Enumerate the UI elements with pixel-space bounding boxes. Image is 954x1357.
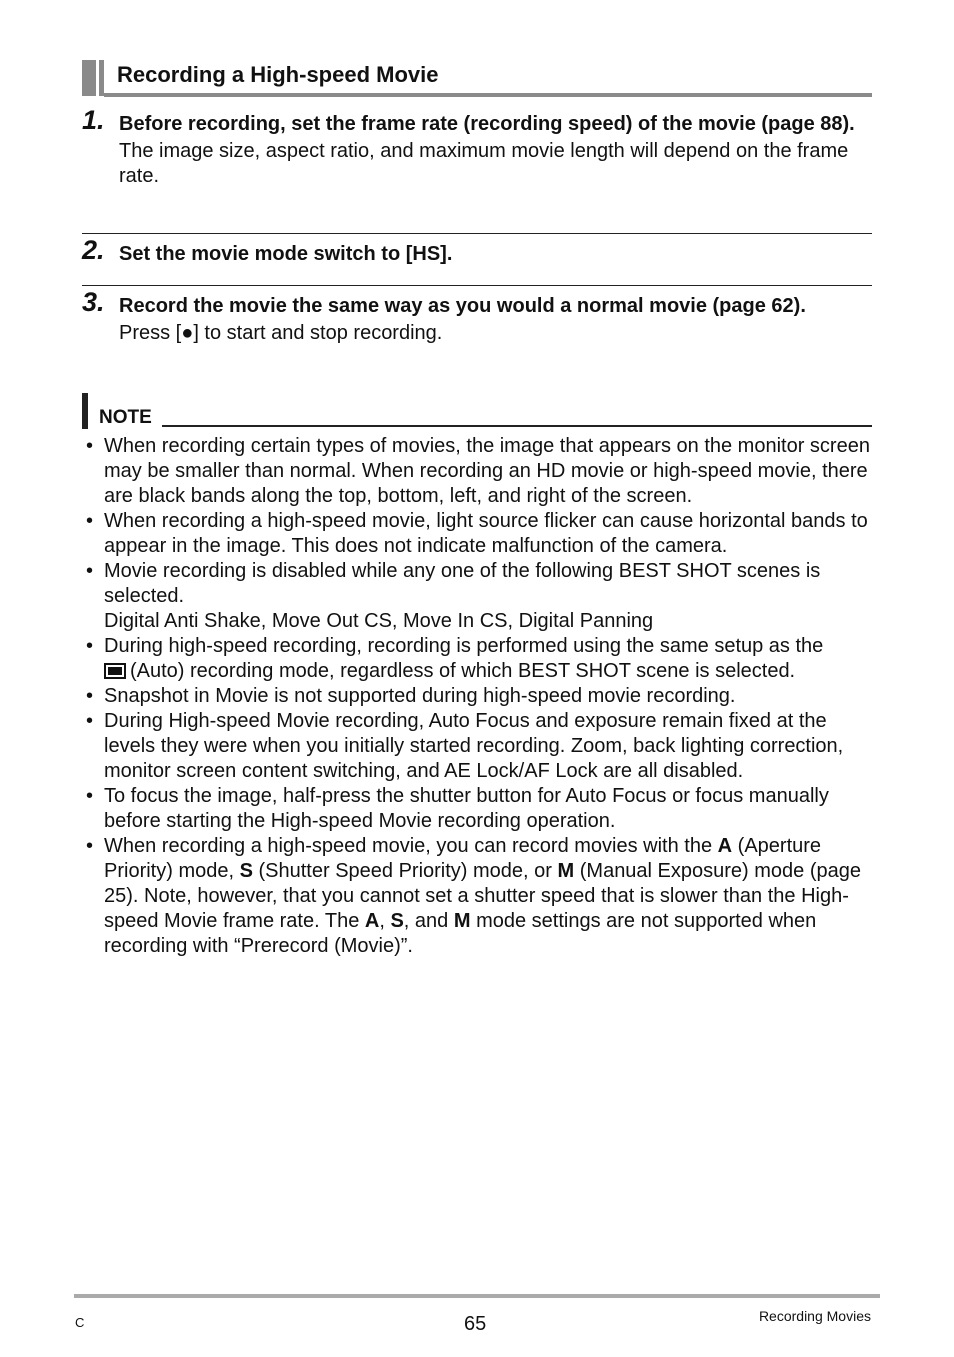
footer-chapter-title: Recording Movies — [758, 1308, 871, 1324]
mode-a: A — [717, 835, 733, 857]
step-heading: Before recording, set the frame rate (recording speed) of the movie (page 88). — [119, 113, 855, 135]
note-text: (Manual Exposure) mode (page 25). Note, however, that you cannot set a shutter speed that is slower than the High-speed Movie frame rate. The — [104, 860, 862, 932]
heading-bar-decoration-thin — [99, 60, 104, 96]
section-heading — [82, 60, 872, 98]
list-item — [82, 434, 872, 509]
page-number: 65 — [464, 1313, 487, 1335]
step-heading: Set the movie mode switch to [HS]. — [119, 243, 453, 265]
mode-s: S — [239, 860, 253, 882]
footer-rule — [74, 1294, 880, 1298]
bullet: • — [86, 835, 94, 857]
note-text: mode settings are not supported when recording with “Prerecord (Movie)”. — [104, 910, 817, 957]
note-text: During High-speed Movie recording, Auto Focus and exposure remain fixed at the levels they were when you initially started recording. Zoom, back lighting correction, monitor screen content switching, and AE Lock/AF Lock are all disabled. — [104, 710, 844, 782]
note-bar-decoration — [82, 393, 88, 429]
bullet: • — [86, 560, 94, 582]
note-text: Snapshot in Movie is not supported during high-speed movie recording. — [104, 685, 736, 707]
bullet: • — [86, 435, 94, 457]
note-rule — [162, 425, 872, 427]
heading-bar-decoration — [82, 60, 96, 96]
footer-language-code: C — [75, 1315, 85, 1330]
auto-mode-icon — [104, 663, 126, 679]
note-text: (Shutter Speed Priority) mode, or — [252, 860, 558, 882]
note-text: During high-speed recording, recording is performed using the same setup as the — [104, 635, 824, 657]
step-number: 3. — [82, 287, 105, 317]
mode-m: M — [557, 860, 575, 882]
bullet: • — [86, 685, 94, 707]
bullet: • — [86, 635, 94, 657]
step-description: The image size, aspect ratio, and maximum movie length will depend on the frame rate. — [119, 140, 849, 187]
note-text: When recording a high-speed movie, light source flicker can cause horizontal bands to appear in the image. This does not indicate malfunction of the camera. — [104, 510, 868, 557]
note-text: , and — [403, 910, 454, 932]
step-number: 2. — [82, 235, 105, 265]
step-divider — [82, 233, 872, 234]
note-text: (Auto) recording mode, regardless of which BEST SHOT scene is selected. — [130, 660, 796, 682]
step-number: 1. — [82, 105, 105, 135]
note-text: When recording certain types of movies, the image that appears on the monitor screen may be smaller than normal. When recording an HD movie or high-speed movie, there are black bands along the top, bottom, left, and right of the screen. — [104, 435, 870, 507]
note-text: To focus the image, half-press the shutter button for Auto Focus or focus manually before starting the High-speed Movie recording operation. — [104, 785, 829, 832]
note-text: (Aperture Priority) mode, — [104, 835, 822, 882]
step-2 — [82, 235, 872, 267]
mode-s: S — [390, 910, 404, 932]
note-header — [82, 393, 872, 433]
list-item — [82, 684, 872, 709]
note-scene-list: Digital Anti Shake, Move Out CS, Move In CS, Digital Panning — [104, 610, 654, 632]
section-title: Recording a High-speed Movie — [117, 62, 439, 87]
list-item — [82, 784, 872, 834]
heading-underline — [104, 93, 872, 97]
note-label: NOTE — [99, 407, 152, 428]
mode-a: A — [364, 910, 380, 932]
list-item — [82, 509, 872, 559]
note-text: When recording a high-speed movie, you can record movies with the — [104, 835, 718, 857]
step-3 — [82, 287, 872, 346]
list-item — [82, 634, 872, 684]
list-item — [82, 559, 872, 634]
note-text: Movie recording is disabled while any one of the following BEST SHOT scenes is selected. — [104, 560, 821, 607]
step-heading: Record the movie the same way as you would a normal movie (page 62). — [119, 295, 806, 317]
mode-m: M — [453, 910, 471, 932]
bullet: • — [86, 785, 94, 807]
step-description: Press [●] to start and stop recording. — [119, 322, 443, 344]
list-item — [82, 834, 872, 959]
step-divider — [82, 285, 872, 286]
note-text: , — [379, 910, 391, 932]
list-item — [82, 709, 872, 784]
bullet: • — [86, 710, 94, 732]
bullet: • — [86, 510, 94, 532]
step-1 — [82, 105, 872, 189]
note-list — [82, 434, 872, 959]
